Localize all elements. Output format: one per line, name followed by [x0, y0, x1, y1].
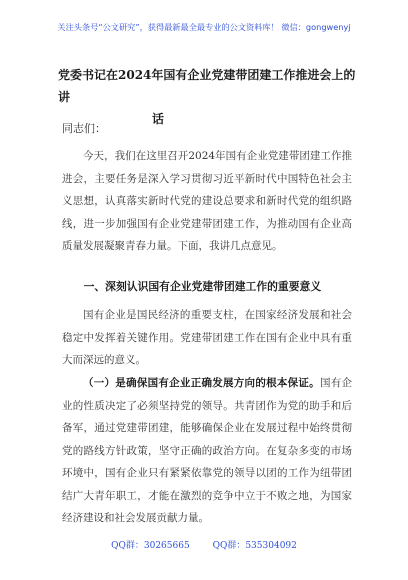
paragraph-intro: 今天，我们在这里召开2024年国有企业党建带团建工作推进会，主要任务是深入学习贯彻习近平新时代中国特色社会主义思想，认真落实新时代党的建设总要求和新时代党的组织路线，进一步加强国有企业党建带团建工作，为推动国有企业高质量发展凝聚青春力量。下面，我讲几点意见。 — [62, 150, 352, 252]
title-line-2: 话 — [151, 112, 164, 126]
salutation: 同志们： — [62, 122, 106, 135]
title-line-1: 党委书记在2024年国有企业党建带团建工作推进会上的讲 — [58, 68, 356, 104]
footer-qq-groups — [0, 538, 408, 551]
section-heading-1: 一、深刻认识国有企业党建带团建工作的重要意义 — [83, 280, 322, 293]
paragraph-subsection1 — [62, 372, 352, 530]
subsection-lead: （一）是确保国有企业正确发展方向的根本保证。 — [83, 377, 320, 389]
qq-group-1: QQ群：30265665 — [111, 541, 190, 551]
paragraph-section1: 国有企业是国民经济的重要支柱，在国家经济发展和社会稳定中发挥着关键作用。党建带团建工作在国有企业中具有重大而深远的意义。 — [62, 309, 352, 366]
qq-group-2: QQ群：535304092 — [212, 541, 297, 551]
header-banner: 关注头条号“公文研究”，获得最新最全最专业的公文资料库！ 微信：gongwenyj — [57, 22, 351, 32]
subsection-body: 国有企业的性质决定了必须坚持党的领导。共青团作为党的助手和后备军，通过党建带团建，能够确保企业在发展过程中始终贯彻党的路线方针政策，坚守正确的政治方向。在复杂多变的市场环境中，国有企业只有紧紧依靠党的领导以团的工作为纽带团结广大青年职工，才能在激烈的竞争中立于不败之地，为国家经济建设和社会发展贡献力量。 — [62, 377, 353, 524]
